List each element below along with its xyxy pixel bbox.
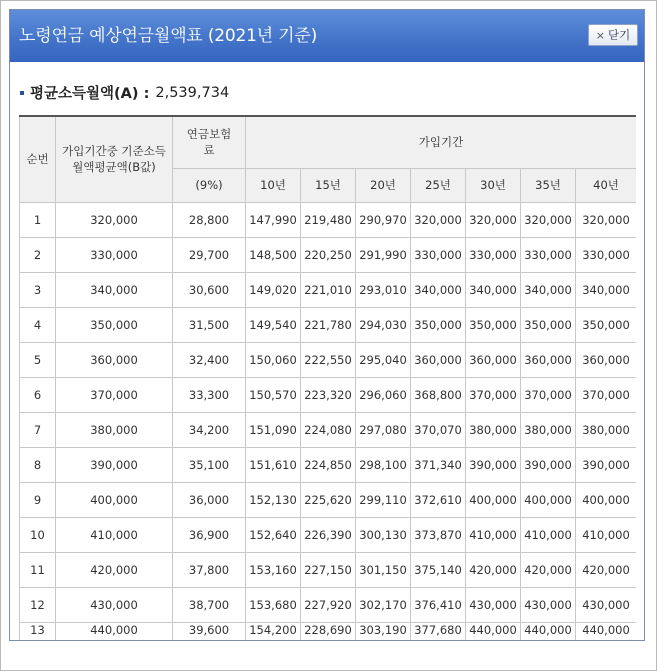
table-cell: 151,610: [246, 447, 301, 482]
table-cell: 150,060: [246, 342, 301, 377]
table-cell: 37,800: [173, 552, 246, 587]
table-row: [20, 237, 637, 272]
table-row: [20, 517, 637, 552]
table-row: [20, 622, 637, 640]
row-number-cell: 3: [20, 272, 56, 307]
row-number-cell: 13: [20, 622, 56, 640]
table-cell: 340,000: [576, 272, 637, 307]
table-cell: 227,150: [301, 552, 356, 587]
table-cell: 36,000: [173, 482, 246, 517]
table-cell: 360,000: [56, 342, 173, 377]
table-cell: 340,000: [411, 272, 466, 307]
table-cell: 330,000: [576, 237, 637, 272]
table-cell: 36,900: [173, 517, 246, 552]
table-cell: 350,000: [576, 307, 637, 342]
table-cell: 370,000: [56, 377, 173, 412]
table-cell: 390,000: [521, 447, 576, 482]
table-cell: 222,550: [301, 342, 356, 377]
table-cell: 370,000: [521, 377, 576, 412]
table-cell: 373,870: [411, 517, 466, 552]
row-number-cell: 7: [20, 412, 56, 447]
table-cell: 420,000: [576, 552, 637, 587]
table-cell: 330,000: [411, 237, 466, 272]
header-seq: 순번: [20, 116, 56, 202]
table-cell: 410,000: [521, 517, 576, 552]
table-cell: 430,000: [576, 587, 637, 622]
average-income-value: 2,539,734: [155, 84, 230, 101]
table-cell: 33,300: [173, 377, 246, 412]
table-cell: 430,000: [56, 587, 173, 622]
header-period: 가입기간: [246, 116, 637, 168]
table-cell: 360,000: [521, 342, 576, 377]
table-cell: 430,000: [466, 587, 521, 622]
table-cell: 410,000: [466, 517, 521, 552]
table-cell: 371,340: [411, 447, 466, 482]
table-cell: 410,000: [56, 517, 173, 552]
table-cell: 148,500: [246, 237, 301, 272]
table-cell: 376,410: [411, 587, 466, 622]
window-title: 노령연금 예상연금월액표 (2021년 기준): [19, 26, 318, 46]
close-button[interactable]: [588, 24, 638, 46]
table-cell: 298,100: [356, 447, 411, 482]
table-row: [20, 202, 637, 237]
header-income: 가입기간중 기준소득월액평균액(B값): [56, 116, 173, 202]
table-cell: 31,500: [173, 307, 246, 342]
table-cell: 303,190: [356, 622, 411, 640]
table-cell: 153,160: [246, 552, 301, 587]
table-cell: 297,080: [356, 412, 411, 447]
table-cell: 221,010: [301, 272, 356, 307]
table-cell: 340,000: [466, 272, 521, 307]
header-year: 10년: [246, 168, 301, 202]
table-cell: 294,030: [356, 307, 411, 342]
table-cell: 320,000: [576, 202, 637, 237]
header-year: 15년: [301, 168, 356, 202]
header-year: 25년: [411, 168, 466, 202]
table-cell: 390,000: [56, 447, 173, 482]
table-cell: 38,700: [173, 587, 246, 622]
row-number-cell: 6: [20, 377, 56, 412]
row-number-cell: 9: [20, 482, 56, 517]
table-cell: 225,620: [301, 482, 356, 517]
table-cell: 410,000: [576, 517, 637, 552]
table-cell: 380,000: [576, 412, 637, 447]
table-row: [20, 587, 637, 622]
table-cell: 350,000: [411, 307, 466, 342]
table-cell: 227,920: [301, 587, 356, 622]
table-cell: 440,000: [56, 622, 173, 640]
table-cell: 420,000: [56, 552, 173, 587]
row-number-cell: 12: [20, 587, 56, 622]
header-premium: 연금보험료: [173, 116, 246, 168]
table-cell: 350,000: [466, 307, 521, 342]
table-cell: 150,570: [246, 377, 301, 412]
table-cell: 293,010: [356, 272, 411, 307]
table-row: [20, 377, 637, 412]
table-cell: 360,000: [466, 342, 521, 377]
table-cell: 291,990: [356, 237, 411, 272]
table-cell: 39,600: [173, 622, 246, 640]
table-cell: 320,000: [411, 202, 466, 237]
table-cell: 149,020: [246, 272, 301, 307]
row-number-cell: 11: [20, 552, 56, 587]
table-cell: 300,130: [356, 517, 411, 552]
table-cell: 440,000: [466, 622, 521, 640]
table-cell: 221,780: [301, 307, 356, 342]
table-cell: 420,000: [466, 552, 521, 587]
row-number-cell: 8: [20, 447, 56, 482]
table-cell: 35,100: [173, 447, 246, 482]
average-income: [20, 82, 229, 103]
table-cell: 330,000: [466, 237, 521, 272]
table-cell: 368,800: [411, 377, 466, 412]
table-cell: 330,000: [56, 237, 173, 272]
row-number-cell: 5: [20, 342, 56, 377]
table-cell: 226,390: [301, 517, 356, 552]
table-cell: 400,000: [466, 482, 521, 517]
table-cell: 223,320: [301, 377, 356, 412]
bullet-icon: [20, 91, 24, 95]
table-cell: 400,000: [576, 482, 637, 517]
header-year: 40년: [576, 168, 637, 202]
table-cell: 30,600: [173, 272, 246, 307]
table-cell: 390,000: [466, 447, 521, 482]
header-year: 35년: [521, 168, 576, 202]
table-cell: 370,000: [576, 377, 637, 412]
table-cell: 154,200: [246, 622, 301, 640]
table-cell: 224,850: [301, 447, 356, 482]
table-cell: 152,130: [246, 482, 301, 517]
row-number-cell: 2: [20, 237, 56, 272]
table-cell: 375,140: [411, 552, 466, 587]
table-cell: 224,080: [301, 412, 356, 447]
table-cell: 380,000: [521, 412, 576, 447]
pension-table-window: [9, 9, 645, 641]
table-cell: 228,690: [301, 622, 356, 640]
table-cell: 380,000: [466, 412, 521, 447]
average-income-label: 평균소득월액(A) :: [30, 86, 150, 102]
table-cell: 380,000: [56, 412, 173, 447]
table-cell: 34,200: [173, 412, 246, 447]
table-cell: 151,090: [246, 412, 301, 447]
table-cell: 29,700: [173, 237, 246, 272]
table-cell: 295,040: [356, 342, 411, 377]
table-scroll-area[interactable]: [19, 115, 636, 640]
table-cell: 28,800: [173, 202, 246, 237]
header-year: 30년: [466, 168, 521, 202]
table-cell: 360,000: [411, 342, 466, 377]
table-cell: 400,000: [521, 482, 576, 517]
table-row: [20, 447, 637, 482]
table-cell: 440,000: [521, 622, 576, 640]
table-cell: 290,970: [356, 202, 411, 237]
table-cell: 440,000: [576, 622, 637, 640]
table-cell: 153,680: [246, 587, 301, 622]
table-cell: 340,000: [56, 272, 173, 307]
table-cell: 320,000: [466, 202, 521, 237]
table-cell: 320,000: [521, 202, 576, 237]
pension-table: [19, 115, 636, 640]
table-cell: 390,000: [576, 447, 637, 482]
table-cell: 370,070: [411, 412, 466, 447]
row-number-cell: 4: [20, 307, 56, 342]
table-cell: 350,000: [521, 307, 576, 342]
table-cell: 400,000: [56, 482, 173, 517]
header-year: 20년: [356, 168, 411, 202]
close-button-label: 닫기: [608, 28, 631, 42]
table-cell: 152,640: [246, 517, 301, 552]
table-body: [20, 202, 637, 640]
table-cell: 420,000: [521, 552, 576, 587]
table-row: [20, 552, 637, 587]
table-cell: 370,000: [466, 377, 521, 412]
table-cell: 32,400: [173, 342, 246, 377]
table-row: [20, 307, 637, 342]
row-number-cell: 1: [20, 202, 56, 237]
table-cell: 299,110: [356, 482, 411, 517]
table-row: [20, 412, 637, 447]
table-cell: 301,150: [356, 552, 411, 587]
header-premium-rate: (9%): [173, 168, 246, 202]
table-cell: 296,060: [356, 377, 411, 412]
table-cell: 149,540: [246, 307, 301, 342]
table-cell: 360,000: [576, 342, 637, 377]
table-cell: 377,680: [411, 622, 466, 640]
title-bar: [10, 10, 644, 62]
table-row: [20, 342, 637, 377]
table-cell: 320,000: [56, 202, 173, 237]
row-number-cell: 10: [20, 517, 56, 552]
table-row: [20, 272, 637, 307]
table-cell: 350,000: [56, 307, 173, 342]
table-cell: 220,250: [301, 237, 356, 272]
table-cell: 340,000: [521, 272, 576, 307]
table-cell: 372,610: [411, 482, 466, 517]
table-row: [20, 482, 637, 517]
table-cell: 430,000: [521, 587, 576, 622]
table-cell: 330,000: [521, 237, 576, 272]
table-cell: 219,480: [301, 202, 356, 237]
table-cell: 302,170: [356, 587, 411, 622]
close-icon: ×: [595, 28, 605, 42]
table-cell: 147,990: [246, 202, 301, 237]
